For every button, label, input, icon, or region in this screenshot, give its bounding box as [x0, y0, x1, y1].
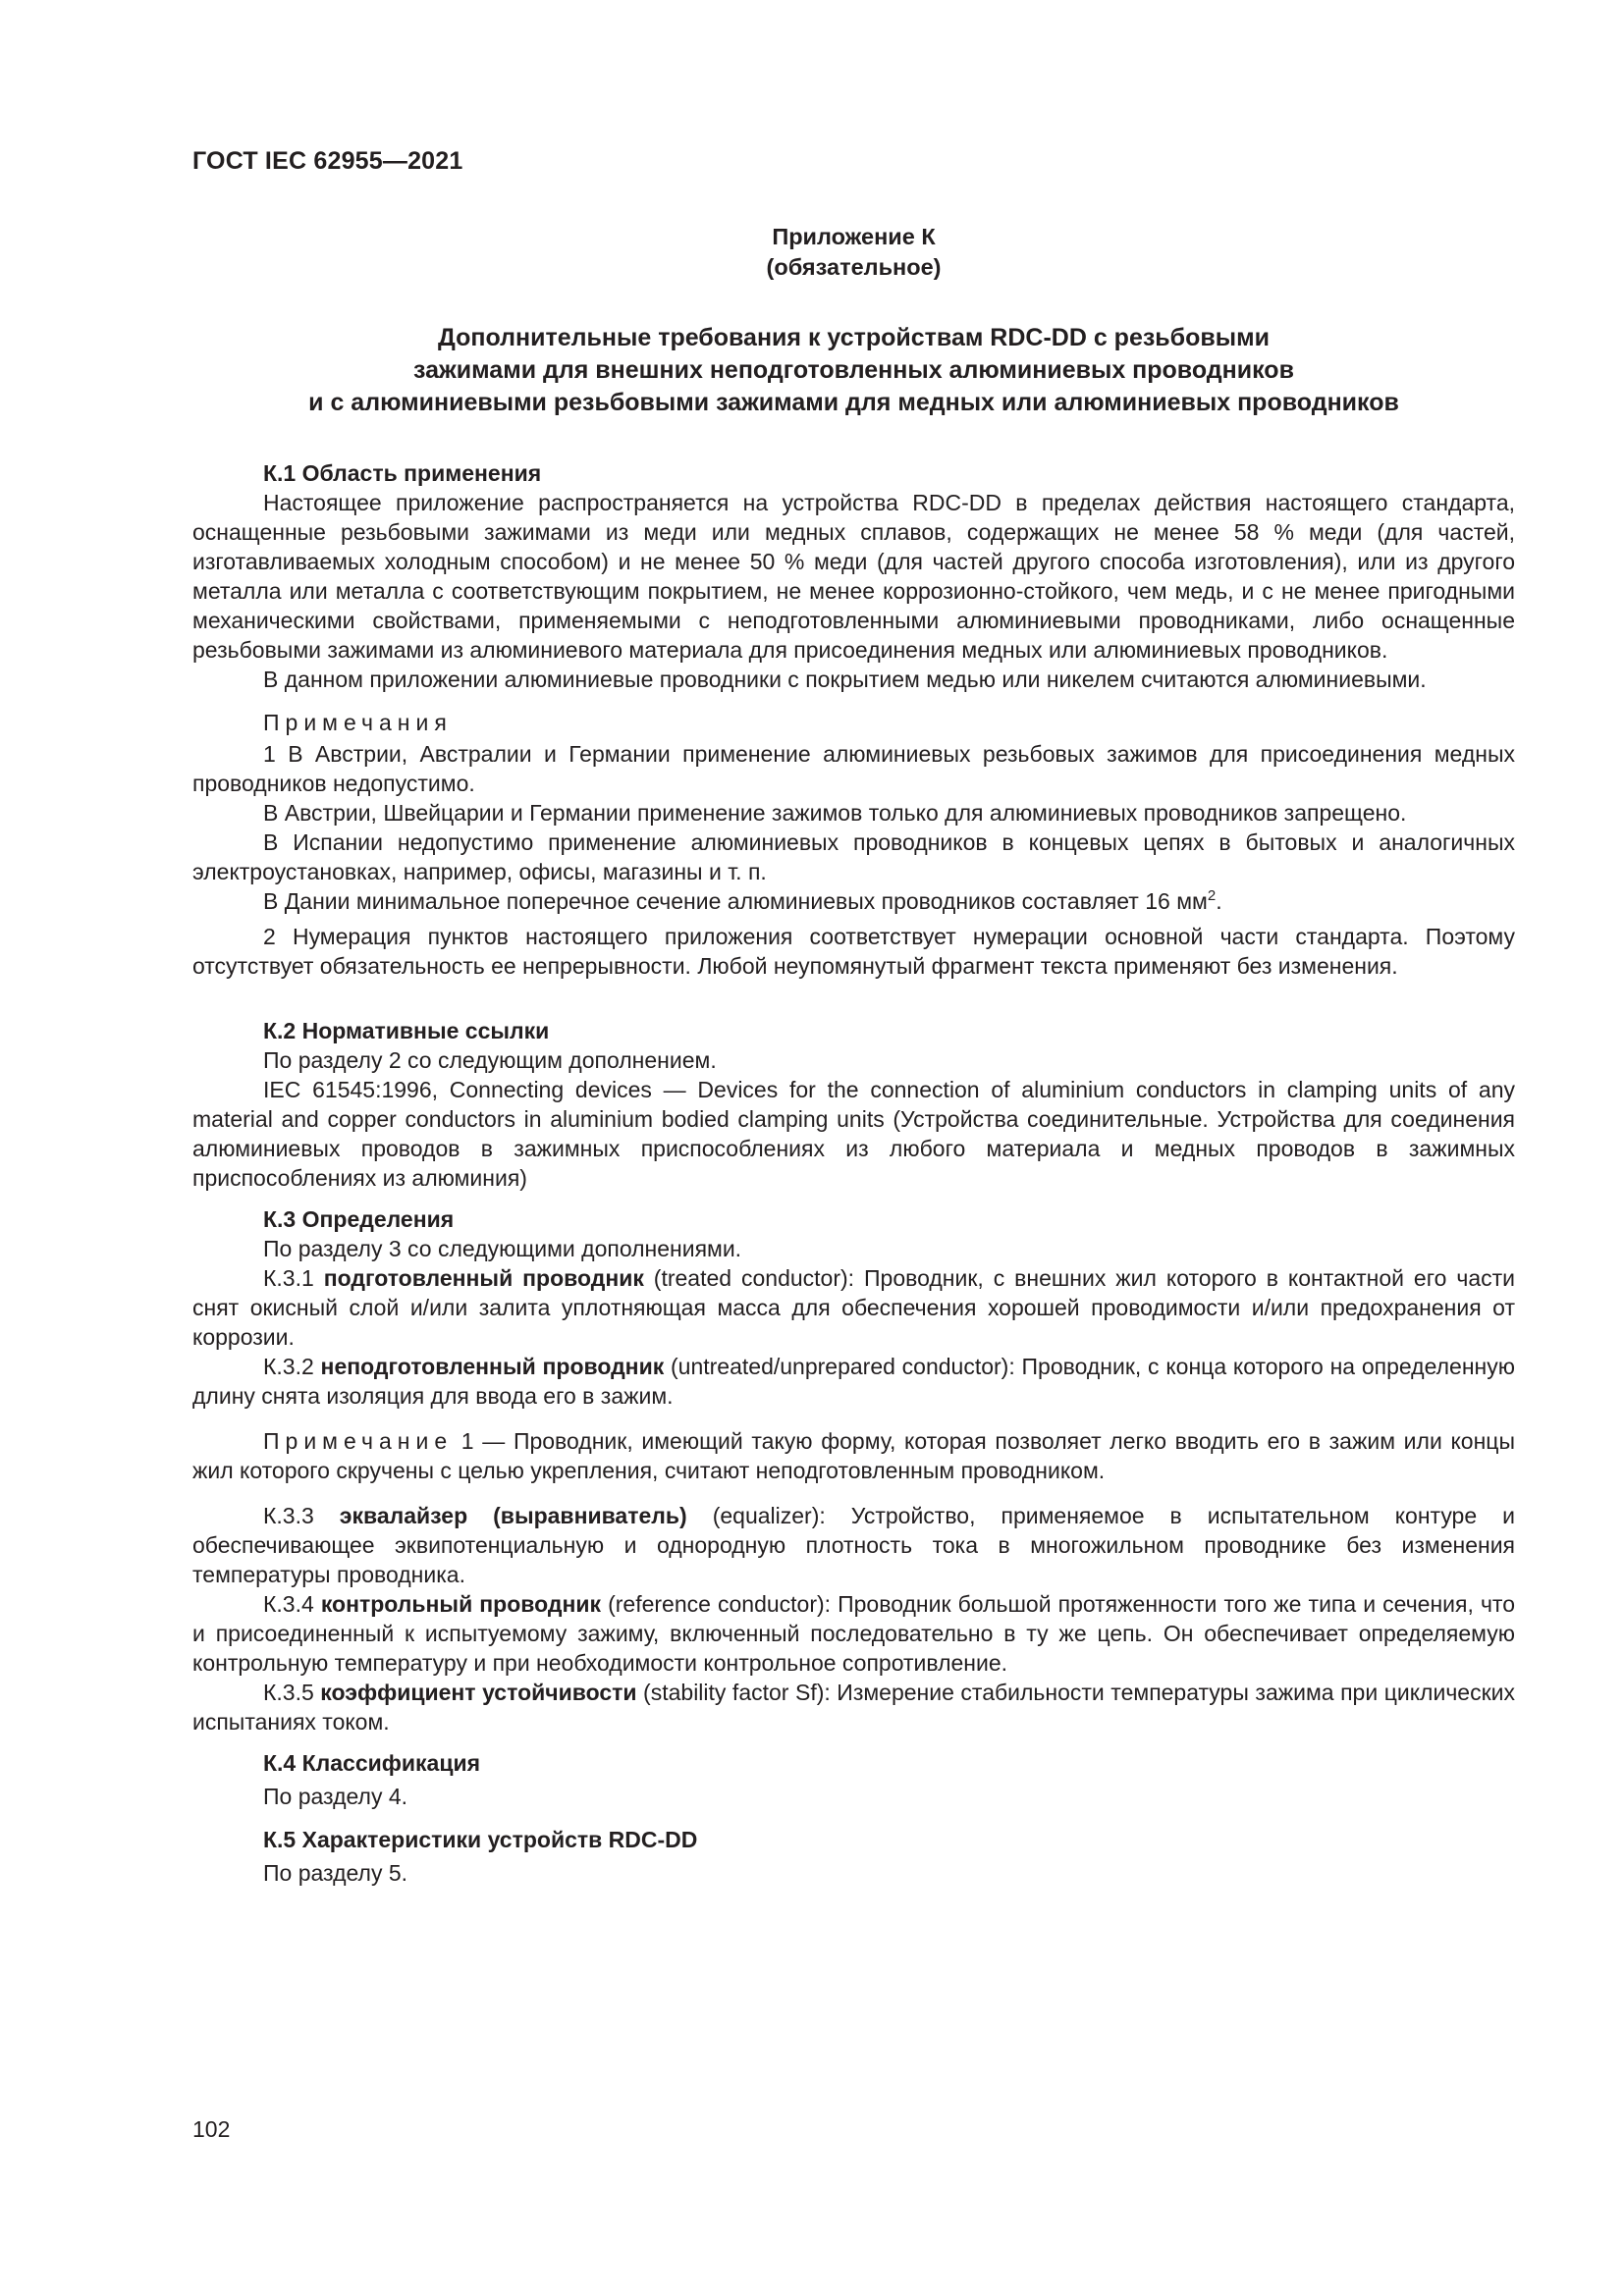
annex-heading-line: и с алюминиевыми резьбовыми зажимами для медных или алюминиевых проводников — [308, 389, 1399, 416]
section-k5-title: К.5 Характеристики устройств RDC-DD — [263, 1827, 698, 1852]
definition-text: (reference conductor): Проводник большой протяженности того же типа и сечения, что и присоединенный к испытуемому зажиму, включенный последовательно в ту же цепь. Он обеспечивает определяемую контрольную температуру и при необходимости контрольное сопротивление. — [192, 1591, 1515, 1676]
note-superscript: 2 — [1207, 887, 1217, 904]
document-header: ГОСТ IEC 62955—2021 — [192, 147, 463, 175]
definition-term: контрольный проводник — [320, 1591, 601, 1617]
note-text: В Дании минимальное поперечное сечение алюминиевых проводников составляет 16 мм — [263, 888, 1208, 914]
k1-paragraph: В данном приложении алюминиевые проводники с покрытием медью или никелем считаются алюминиевыми. — [263, 667, 1427, 692]
note-paragraph: В Испании недопустимо применение алюминиевых проводников в концевых цепях в бытовых и аналогичных электроустановках, например, офисы, магазины и т. п. — [192, 829, 1515, 884]
section-k1-title: К.1 Область применения — [263, 460, 542, 486]
definition-text: (treated conductor): Проводник, с внешних жил которого в контактной его части снят окисный слой и/или залита уплотняющая масса для обеспечения хорошей проводимости и/или предохранения от коррозии. — [192, 1265, 1515, 1350]
k2-paragraph: По разделу 2 со следующим дополнением. — [263, 1047, 717, 1073]
definition-number: К.3.4 — [263, 1591, 321, 1617]
page-content — [192, 222, 1515, 1888]
definition-paragraph — [192, 1678, 1515, 1736]
definition-term: подготовленный проводник — [323, 1265, 644, 1291]
note-label: Примечание — [263, 1428, 454, 1454]
annex-status: (обязательное) — [766, 254, 942, 280]
definition-number: К.3.3 — [263, 1503, 340, 1528]
k2-paragraph: IEC 61545:1996, Connecting devices — Devices for the connection of aluminium conductors in clamping units of any material and copper conductors in aluminium bodied clamping units (Устройства соединительные. Устройства для соединения алюминиевых проводов в зажимных приспособлениях из любого материала и медных проводов в зажимных приспособлениях из алюминия) — [192, 1077, 1515, 1191]
annex-heading-line: Дополнительные требования к устройствам RDC-DD с резьбовыми — [438, 324, 1270, 351]
section-k3-title: К.3 Определения — [263, 1206, 455, 1232]
definition-paragraph — [192, 1589, 1515, 1678]
note-text-end: . — [1216, 888, 1222, 914]
page-number: 102 — [192, 2116, 231, 2142]
notes-label: Примечания — [263, 710, 453, 735]
definition-term: эквалайзер (выравниватель) — [339, 1503, 687, 1528]
definition-number: К.3.2 — [263, 1354, 321, 1379]
definition-paragraph — [192, 1501, 1515, 1589]
section-k2-title: К.2 Нормативные ссылки — [263, 1018, 550, 1043]
note-paragraph — [192, 886, 1515, 916]
definition-paragraph — [192, 1352, 1515, 1411]
note-paragraph: В Австрии, Швейцарии и Германии применение зажимов только для алюминиевых проводников запрещено. — [263, 800, 1407, 826]
annex-heading — [192, 322, 1515, 419]
note-text: 1 — Проводник, имеющий такую форму, которая позволяет легко вводить его в зажим или концы жил которого скручены с целью укрепления, считают неподготовленным проводником. — [192, 1428, 1515, 1483]
k3-paragraph: По разделу 3 со следующими дополнениями. — [263, 1236, 742, 1261]
k1-paragraph: Настоящее приложение распространяется на устройства RDC-DD в пределах действия настоящего стандарта, оснащенные резьбовыми зажимами из меди или медных сплавов, содержащих не менее 58 % меди (для частей, изготавливаемых холодным способом) и не менее 50 % меди (для частей другого способа изготовления), или из другого металла или металла с соответствующим покрытием, не менее коррозионно-стойкого, чем медь, и с не менее пригодными механическими свойствами, применяемыми с неподготовленными алюминиевыми проводниками, либо оснащенные резьбовыми зажимами из алюминиевого материала для присоединения медных или алюминиевых проводников. — [192, 490, 1515, 663]
definition-number: К.3.1 — [263, 1265, 324, 1291]
section-k4-title: К.4 Классификация — [263, 1750, 481, 1776]
annex-heading-line: зажимами для внешних неподготовленных алюминиевых проводников — [413, 356, 1294, 384]
note-paragraph — [192, 1426, 1515, 1485]
definition-text: (equalizer): Устройство, применяемое в испытательном контуре и обеспечивающее эквипотенциальную и однородную плотность тока в многожильном проводнике без изменения температуры проводника. — [192, 1503, 1516, 1587]
annex-title: Приложение К — [772, 224, 936, 249]
definition-text: (untreated/unprepared conductor): Проводник, с конца которого на определенную длину снята изоляция для ввода его в зажим. — [192, 1354, 1515, 1409]
definition-number: К.3.5 — [263, 1680, 321, 1705]
definition-term: неподготовленный проводник — [320, 1354, 665, 1379]
definition-paragraph — [192, 1263, 1515, 1352]
definition-text: (stability factor Sf): Измерение стабильности температуры зажима при циклических испытаниях током. — [192, 1680, 1516, 1735]
k5-paragraph: По разделу 5. — [263, 1860, 408, 1886]
definition-term: коэффициент устойчивости — [320, 1680, 637, 1705]
note-paragraph: 1 В Австрии, Австралии и Германии применение алюминиевых резьбовых зажимов для присоединения медных проводников недопустимо. — [192, 741, 1515, 796]
k4-paragraph: По разделу 4. — [263, 1784, 408, 1809]
note-paragraph: 2 Нумерация пунктов настоящего приложения соответствует нумерации основной части стандарта. Поэтому отсутствует обязательность ее непрерывности. Любой неупомянутый фрагмент текста применяют без изменения. — [192, 924, 1515, 979]
